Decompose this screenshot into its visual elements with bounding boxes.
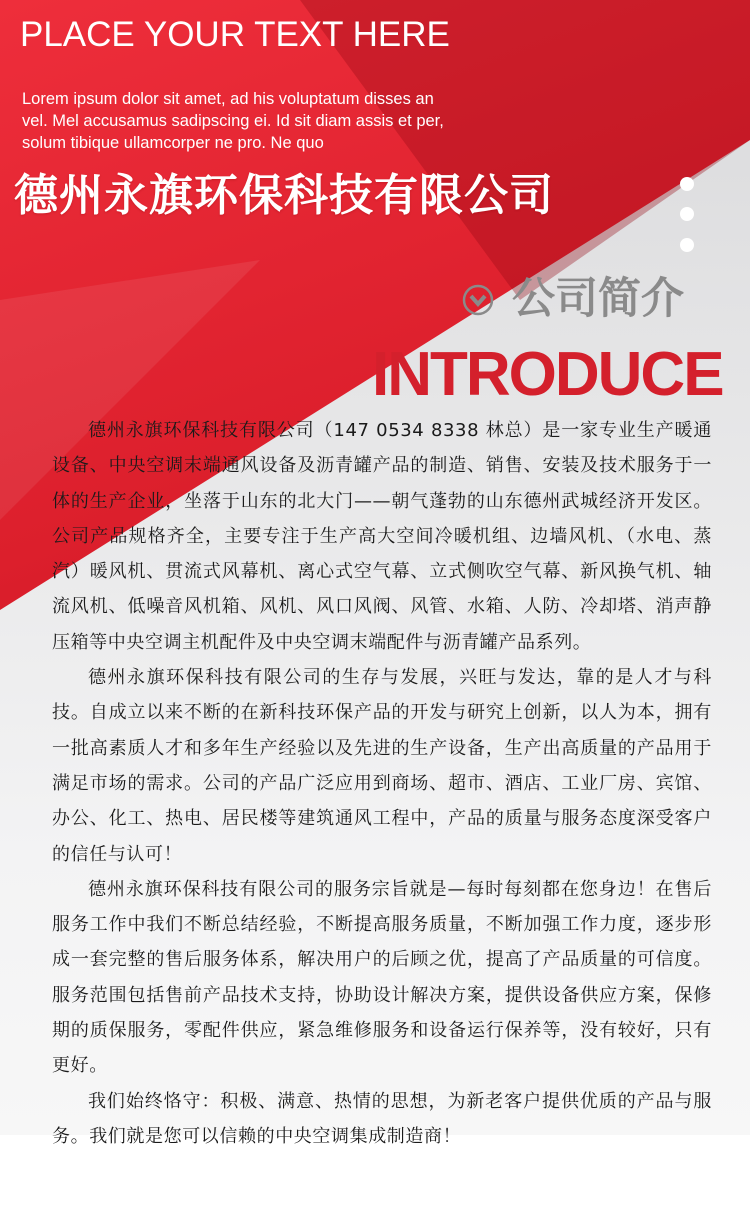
chevron-circle-down-icon bbox=[462, 284, 494, 316]
decorative-dot bbox=[680, 177, 694, 191]
section-title-introduce: INTRODUCE bbox=[372, 340, 723, 409]
intro-paragraph: 德州永旗环保科技有限公司（147 0534 8338 林总）是一家专业生产暖通设备、中央空调末端通风设备及沥青罐产品的制造、销售、安装及技术服务于一体的生产企业，坐落于山东的北大门——朝气蓬勃的山东德州武城经济开发区。公司产品规格齐全，主要专注于生产高大空间冷暖机组、边墙风机、（水电、蒸汽）暖风机、贯流式风幕机、离心式空气幕、立式侧吹空气幕、新风换气机、轴流风机、低噪音风机箱、风机、风口风阀、风管、水箱、人防、冷却塔、消声静压箱等中央空调主机配件及中央空调末端配件与沥青罐产品系列。 bbox=[52, 420, 712, 653]
banner-lorem-text: Lorem ipsum dolor sit amet, ad his voluptatum disses an vel. Mel accusamus sadipscing ei. Id sit diam assis et per, solum tibique ullamcorper ne pro. Ne quo bbox=[22, 90, 444, 152]
intro-paragraph: 我们始终恪守：积极、满意、热情的思想，为新老客户提供优质的产品与服务。我们就是您可以信赖的中央空调集成制造商！ bbox=[52, 1090, 712, 1147]
banner-headline: PLACE YOUR TEXT HERE bbox=[20, 15, 450, 54]
intro-paragraph: 德州永旗环保科技有限公司的生存与发展，兴旺与发达，靠的是人才与科技。自成立以来不断的在新科技环保产品的开发与研究上创新，以人为本，拥有一批高素质人才和多年生产经验以及先进的生产设备，生产出高质量的产品用于满足市场的需求。公司的产品广泛应用到商场、超市、酒店、工业厂房、宾馆、办公、化工、热电、居民楼等建筑通风工程中，产品的质量与服务态度深受客户的信任与认可！ bbox=[52, 667, 712, 865]
intro-body bbox=[52, 413, 712, 1154]
section-title-cn: 公司简介 bbox=[512, 274, 684, 324]
intro-paragraph: 德州永旗环保科技有限公司的服务宗旨就是—每时每刻都在您身边！在售后服务工作中我们不断总结经验，不断提高服务质量，不断加强工作力度，逐步形成一套完整的售后服务体系，解决用户的后顾之优，提高了产品质量的可信度。服务范围包括售前产品技术支持，协助设计解决方案，提供设备供应方案，保修期的质保服务，零配件供应，紧急维修服务和设备运行保养等，没有较好，只有更好。 bbox=[52, 878, 712, 1077]
company-name-title: 德州永旗环保科技有限公司 bbox=[14, 170, 554, 221]
decorative-dot bbox=[680, 238, 694, 252]
decorative-dot bbox=[680, 207, 694, 221]
